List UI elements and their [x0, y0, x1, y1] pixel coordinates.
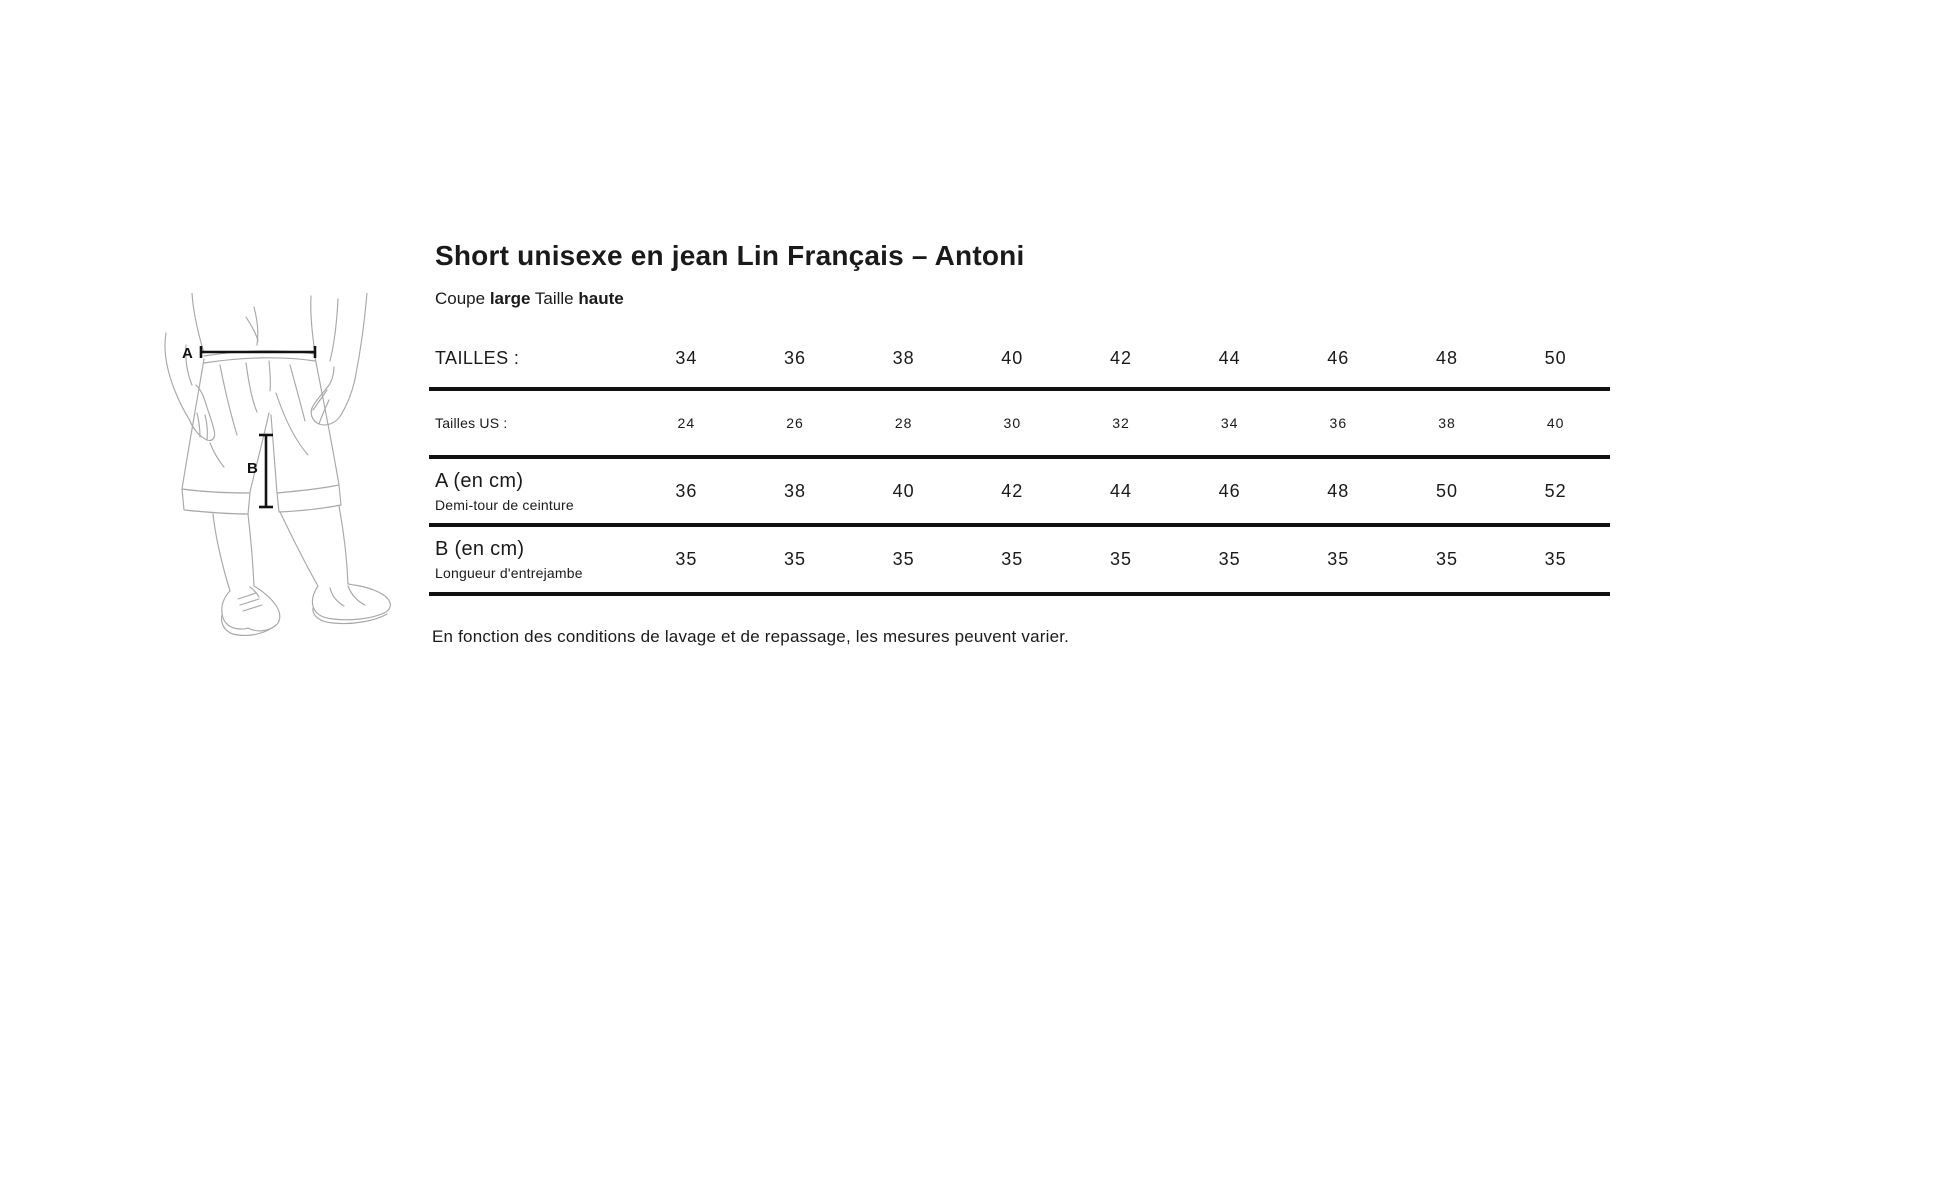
measure-marker-a: [201, 346, 315, 358]
us-sizes-row-label: Tailles US :: [435, 415, 508, 431]
measure-b-cell: 35: [783, 549, 806, 569]
measure-b-cell: 35: [1327, 549, 1350, 569]
measure-b-subtitle: Longueur d'entrejambe: [435, 565, 583, 581]
measure-b-cell: 35: [1435, 549, 1458, 569]
measure-a-cell: 46: [1218, 480, 1241, 501]
shorts-sketch-svg: [158, 293, 408, 653]
us-size-cell: 38: [1438, 415, 1456, 431]
size-table-header-label: TAILLES :: [435, 348, 520, 368]
size-table: [429, 330, 1610, 596]
size-cell: 36: [783, 348, 806, 368]
us-size-cell: 36: [1329, 415, 1348, 431]
measure-a-cell: 42: [1001, 480, 1024, 501]
measure-a-cell: 44: [1109, 480, 1132, 501]
page-title: Short unisexe en jean Lin Français – Antoni: [435, 240, 1025, 271]
measure-a-row-label: [429, 471, 632, 512]
measure-b-cell: 35: [892, 549, 915, 569]
us-sizes-row: [429, 391, 1610, 455]
size-cell: 42: [1109, 348, 1132, 368]
measure-a-cell: 52: [1544, 480, 1567, 501]
care-footnote: En fonction des conditions de lavage et de repassage, les mesures peuvent varier.: [432, 627, 1070, 646]
measure-a-cell: 40: [892, 480, 915, 501]
fit-subtitle-taille-value: haute: [578, 289, 624, 308]
measure-b-row-label: [429, 539, 632, 580]
measure-a-row: [429, 459, 1610, 523]
fit-subtitle-taille-label: Taille: [530, 289, 579, 308]
measure-b-cell: 35: [675, 549, 698, 569]
us-size-cell: 26: [786, 415, 804, 431]
fit-subtitle-coupe-label: Coupe: [435, 289, 490, 308]
size-cell: 44: [1218, 348, 1241, 368]
measure-b-cell: 35: [1544, 549, 1567, 569]
size-cell: 40: [1001, 348, 1024, 368]
measure-label-b: B: [247, 460, 258, 477]
size-cell: 46: [1327, 348, 1350, 368]
measure-a-cell: 48: [1327, 480, 1350, 501]
fit-subtitle-coupe-value: large: [489, 289, 531, 308]
us-size-cell: 24: [677, 415, 696, 431]
measure-a-cell: 38: [783, 480, 806, 501]
fit-subtitle: [435, 289, 624, 309]
us-size-cell: 28: [894, 415, 913, 431]
us-size-cell: 30: [1003, 415, 1022, 431]
size-table-header-row: [429, 330, 1610, 387]
size-cell: 50: [1544, 348, 1567, 368]
measure-b-title: B (en cm): [435, 538, 525, 560]
measure-b-row: [429, 527, 1610, 592]
measurement-figure: [158, 293, 408, 653]
us-size-cell: 32: [1112, 415, 1130, 431]
measure-label-a: A: [182, 345, 193, 362]
measure-b-cell: 35: [1001, 549, 1024, 569]
size-cell: 48: [1435, 348, 1458, 368]
size-cell: 34: [675, 348, 698, 368]
measure-a-cell: 50: [1435, 480, 1458, 501]
size-cell: 38: [892, 348, 915, 368]
shorts-sketch: [165, 293, 390, 635]
measure-a-title: A (en cm): [435, 469, 524, 492]
measure-a-cell: 36: [675, 480, 698, 501]
us-size-cell: 40: [1546, 415, 1565, 431]
measure-a-subtitle: Demi-tour de ceinture: [435, 496, 574, 513]
measure-b-cell: 35: [1109, 549, 1132, 569]
measure-b-cell: 35: [1218, 549, 1241, 569]
us-size-cell: 34: [1220, 415, 1239, 431]
table-rule: [429, 592, 1610, 596]
